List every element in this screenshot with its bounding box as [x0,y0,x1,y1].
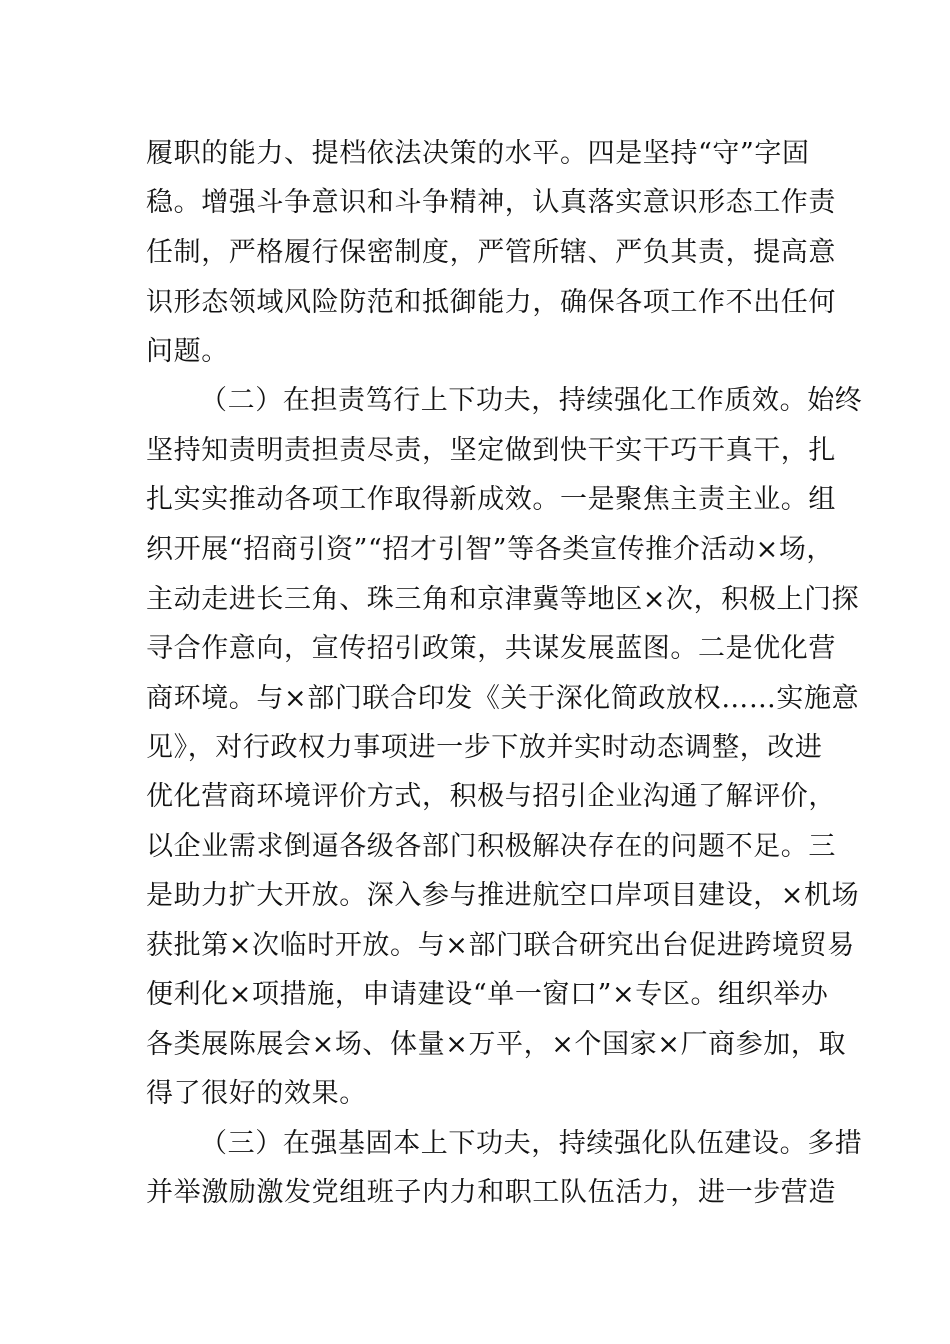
text-line: 便利化×项措施，申请建设“单一窗口”×专区。组织举办 [146,979,829,1010]
text-line: 优化营商环境评价方式，积极与招引企业沟通了解评价， [146,781,836,812]
text-line: 主动走进长三角、珠三角和京津冀等地区×次，积极上门探 [146,584,860,615]
section-heading-line: （二）在担责笃行上下功夫，持续强化工作质效。始终 [200,385,863,416]
text-line: 是助力扩大开放。深入参与推进航空口岸项目建设，×机场 [146,880,860,911]
text-line: 并举激励激发党组班子内力和职工队伍活力，进一步营造 [146,1177,836,1208]
text-line: 寻合作意向，宣传招引政策，共谋发展蓝图。二是优化营 [146,633,836,664]
text-line: 各类展陈展会×场、体量×万平，×个国家×厂商参加，取 [146,1029,847,1060]
text-line: 坚持知责明责担责尽责，坚定做到快干实干巧干真干，扎 [146,435,836,466]
text-line: 扎实实推动各项工作取得新成效。一是聚焦主责主业。组 [146,484,836,515]
text-line: 织开展“招商引资”“招才引智”等各类宣传推介活动×场， [146,534,835,565]
text-line: 任制，严格履行保密制度，严管所辖、严负其责，提高意 [146,237,836,268]
text-line: 商环境。与×部门联合印发《关于深化简政放权……实施意 [146,683,860,714]
text-line: 见》，对行政权力事项进一步下放并实时动态调整，改进 [146,732,823,763]
text-line: 以企业需求倒逼各级各部门积极解决存在的问题不足。三 [146,831,836,862]
text-line: 获批第×次临时开放。与×部门联合研究出台促进跨境贸易 [146,930,855,961]
text-line: 问题。 [146,336,229,367]
section-heading-line: （三）在强基固本上下功夫，持续强化队伍建设。多措 [200,1128,863,1159]
text-line: 稳。增强斗争意识和斗争精神，认真落实意识形态工作责 [146,187,836,218]
text-line: 得了很好的效果。 [146,1078,367,1109]
text-line: 识形态领域风险防范和抵御能力，确保各项工作不出任何 [146,287,836,318]
text-line: 履职的能力、提档依法决策的水平。四是坚持“守”字固 [146,138,810,169]
